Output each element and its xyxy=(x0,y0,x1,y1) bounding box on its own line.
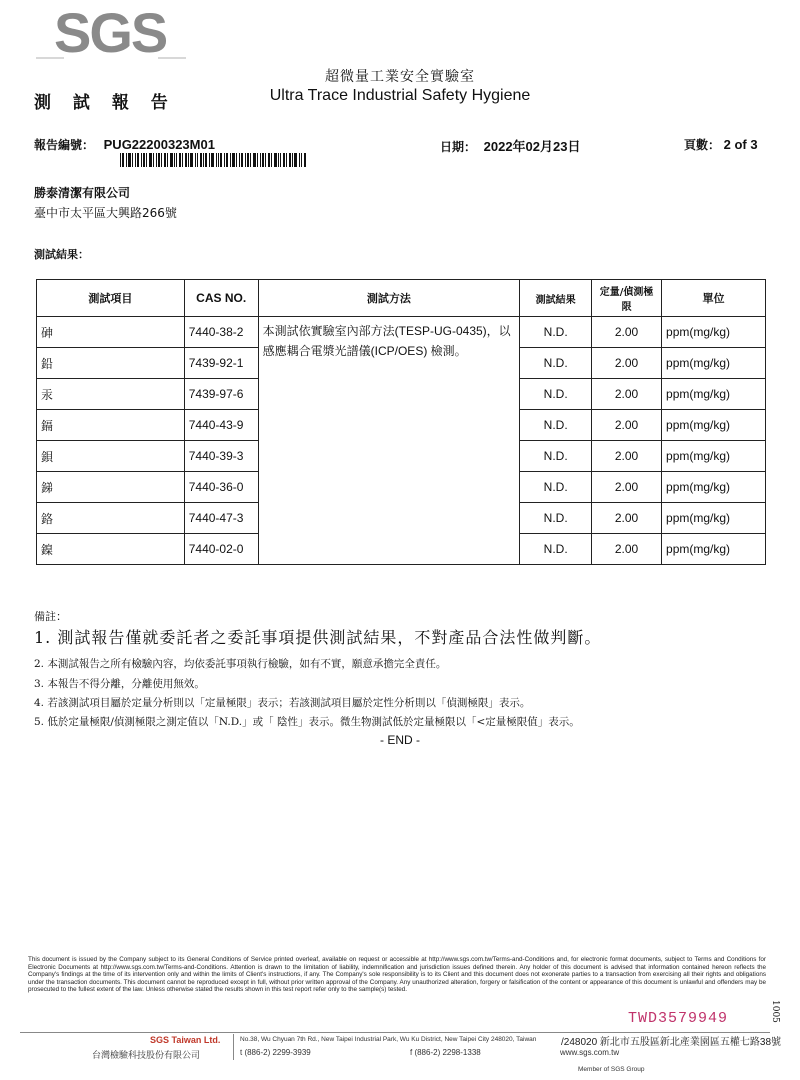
barcode-bar xyxy=(179,153,181,167)
cell-cas: 7439-92-1 xyxy=(184,348,258,379)
barcode-bar xyxy=(274,153,277,167)
barcode-bar xyxy=(265,153,266,167)
header-method: 測試方法 xyxy=(258,280,520,317)
cell-cas: 7439-97-6 xyxy=(184,379,258,410)
barcode-bar xyxy=(132,153,133,167)
barcode-bar xyxy=(224,153,225,167)
cell-result: N.D. xyxy=(520,348,592,379)
cell-cas: 7440-38-2 xyxy=(184,317,258,348)
company-fax: f (886-2) 2298-1338 xyxy=(410,1048,481,1057)
barcode-bar xyxy=(197,153,198,167)
note-4: 4. 若該測試項目屬於定量分析則以「定量極限」表示；若該測試項目屬於定性分析則以「偵測極限」表示。 xyxy=(34,697,531,709)
barcode-bar xyxy=(278,153,279,167)
end-marker: - END - xyxy=(380,733,420,747)
barcode-bar xyxy=(304,153,306,167)
barcode-bar xyxy=(161,153,162,167)
header-limit: 定量/偵測極限 xyxy=(592,280,662,317)
footer-separator xyxy=(233,1034,234,1060)
barcode-bar xyxy=(280,153,281,167)
barcode-bar xyxy=(174,153,175,167)
barcode-bar xyxy=(141,153,142,167)
barcode-bar xyxy=(226,153,228,167)
barcode-bar xyxy=(120,153,121,167)
report-no-label: 報告編號： xyxy=(34,138,95,152)
barcode-bar xyxy=(188,153,189,167)
barcode-bar xyxy=(283,153,285,167)
cell-limit: 2.00 xyxy=(592,317,662,348)
cell-unit: ppm(mg/kg) xyxy=(662,317,766,348)
note-5: 5. 低於定量極限/偵測極限之測定值以「N.D.」或「 陰性」表示。微生物測試低於定量極限以「<定量極限值」表示。 xyxy=(34,716,580,728)
barcode-bar xyxy=(200,153,202,167)
barcode-bar xyxy=(156,153,157,167)
barcode-bar xyxy=(257,153,258,167)
barcode-bar xyxy=(135,153,136,167)
barcode-bar xyxy=(247,153,249,167)
barcode-bar xyxy=(253,153,256,167)
company-website: www.sgs.com.tw xyxy=(560,1048,620,1057)
barcode-bar xyxy=(299,153,300,167)
cell-result: N.D. xyxy=(520,441,592,472)
barcode-bar xyxy=(271,153,272,167)
cell-cas: 7440-39-3 xyxy=(184,441,258,472)
barcode-bar xyxy=(220,153,222,167)
cell-result: N.D. xyxy=(520,534,592,565)
barcode-bar xyxy=(245,153,246,167)
header-item: 測試項目 xyxy=(37,280,185,317)
cell-limit: 2.00 xyxy=(592,441,662,472)
barcode-bar xyxy=(286,153,287,167)
cell-cas: 7440-36-0 xyxy=(184,472,258,503)
cell-method: 本測試依實驗室內部方法(TESP-UG-0435)，以感應耦合電漿光譜儀(ICP/OES) 檢測。 xyxy=(258,317,520,565)
cell-item: 鎘 xyxy=(37,410,185,441)
cell-item: 鉛 xyxy=(37,348,185,379)
barcode-bar xyxy=(158,153,160,167)
barcode-bar xyxy=(143,153,145,167)
company-name-cn: 台灣檢驗科技股份有限公司 xyxy=(92,1051,201,1061)
cell-cas: 7440-43-9 xyxy=(184,410,258,441)
barcode-bar xyxy=(205,153,207,167)
disclaimer-text: This document is issued by the Company subject to its General Conditions of Service printed overleaf, available on request or accessible at http://www.sgs.com.tw/Terms-and-Conditions and, for electronic format documents, subject to Terms and Conditions for Electronic Documents at http://www.sgs.com.tw/Terms-and-Conditions. Attention is drawn to the limitation of liability, indemnification and jurisdiction issues defined therein. Any holder of this document is advised that information contained hereon reflects the Company's findings at the time of its intervention only and within the limits of Client's instructions, if any. The Company's sole responsibility is to its Client and this document does not exonerate parties to a transaction from exercising all their rights and obligations under the transaction documents. This document cannot be reproduced except in full, without prior written approval of the Company. Any unauthorized alteration, forgery or falsification of the content or appearance of this document is unlawful and offenders may be prosecuted to the fullest extent of the law. Unless otherwise stated the results shown in this test report refer only to the sample(s) tested. xyxy=(28,956,766,994)
barcode-bar xyxy=(153,153,154,167)
header-result: 測試結果 xyxy=(520,280,592,317)
cell-limit: 2.00 xyxy=(592,503,662,534)
cell-limit: 2.00 xyxy=(592,534,662,565)
cell-item: 鉻 xyxy=(37,503,185,534)
barcode-bar xyxy=(170,153,173,167)
barcode-bar xyxy=(218,153,219,167)
date-value: 2022年02月23日 xyxy=(483,139,581,154)
barcode-bar xyxy=(122,153,124,167)
barcode-bar xyxy=(292,153,293,167)
barcode-bar xyxy=(149,153,152,167)
cell-result: N.D. xyxy=(520,379,592,410)
header-cas: CAS NO. xyxy=(184,280,258,317)
cell-limit: 2.00 xyxy=(592,379,662,410)
lab-name-cn: 超微量工業安全實驗室 xyxy=(325,69,475,85)
note-1: 1. 測試報告僅就委託者之委託事項提供測試結果，不對產品合法性做判斷。 xyxy=(34,628,602,647)
barcode-bar xyxy=(294,153,297,167)
cell-unit: ppm(mg/kg) xyxy=(662,534,766,565)
client-name: 勝泰清潔有限公司 xyxy=(34,186,131,200)
barcode-image xyxy=(120,153,306,167)
cell-limit: 2.00 xyxy=(592,472,662,503)
sgs-logo xyxy=(36,0,186,62)
cell-item: 鋇 xyxy=(37,441,185,472)
date-label: 日期： xyxy=(440,140,477,154)
barcode-bar xyxy=(268,153,270,167)
notes-label: 備註： xyxy=(34,610,67,623)
page-count xyxy=(684,136,758,153)
cell-result: N.D. xyxy=(520,317,592,348)
barcode-bar xyxy=(250,153,251,167)
serial-number: TWD3579949 xyxy=(628,1010,729,1027)
header-unit: 單位 xyxy=(662,280,766,317)
barcode-bar xyxy=(176,153,177,167)
svg-text:SGS: SGS xyxy=(54,1,167,62)
barcode-bar xyxy=(164,153,166,167)
company-name-en: SGS Taiwan Ltd. xyxy=(150,1035,221,1045)
page-label: 頁數： xyxy=(684,138,721,152)
barcode-bar xyxy=(203,153,204,167)
table-header-row xyxy=(37,280,766,317)
note-2: 2. 本測試報告之所有檢驗內容，均依委託事項執行檢驗，如有不實，願意承擔完全責任。 xyxy=(34,658,447,670)
report-number xyxy=(34,136,215,153)
cell-item: 砷 xyxy=(37,317,185,348)
cell-cas: 7440-47-3 xyxy=(184,503,258,534)
company-address-cn: /248020 新北市五股區新北產業園區五權七路38號 xyxy=(561,1037,782,1048)
barcode-bar xyxy=(190,153,193,167)
results-table xyxy=(36,279,766,565)
report-no-value: PUG22200323M01 xyxy=(103,137,215,152)
cell-unit: ppm(mg/kg) xyxy=(662,472,766,503)
barcode-bar xyxy=(262,153,264,167)
cell-result: N.D. xyxy=(520,503,592,534)
results-label: 測試結果： xyxy=(34,248,89,261)
member-text: Member of SGS Group xyxy=(578,1066,645,1073)
barcode-bar xyxy=(167,153,168,167)
side-code: 1005 xyxy=(770,1000,780,1023)
barcode-bar xyxy=(185,153,187,167)
barcode-bar xyxy=(195,153,196,167)
cell-limit: 2.00 xyxy=(592,410,662,441)
page-value: 2 of 3 xyxy=(723,137,758,152)
cell-item: 汞 xyxy=(37,379,185,410)
barcode-bar xyxy=(289,153,291,167)
note-3: 3. 本報告不得分離，分離使用無效。 xyxy=(34,678,205,690)
barcode-bar xyxy=(216,153,217,167)
cell-unit: ppm(mg/kg) xyxy=(662,410,766,441)
cell-unit: ppm(mg/kg) xyxy=(662,503,766,534)
cell-result: N.D. xyxy=(520,410,592,441)
barcode-bar xyxy=(182,153,183,167)
cell-unit: ppm(mg/kg) xyxy=(662,348,766,379)
barcode-bar xyxy=(241,153,243,167)
report-title: 測 試 報 告 xyxy=(34,93,176,113)
barcode-bar xyxy=(301,153,302,167)
cell-unit: ppm(mg/kg) xyxy=(662,441,766,472)
company-address-en: No.38, Wu Chyuan 7th Rd., New Taipei Industrial Park, Wu Ku District, New Taipei City 248020, Taiwan xyxy=(240,1036,537,1043)
cell-item: 銻 xyxy=(37,472,185,503)
client-address: 臺中市太平區大興路266號 xyxy=(34,206,177,220)
barcode-bar xyxy=(232,153,235,167)
report-date xyxy=(440,136,580,155)
barcode-bar xyxy=(211,153,214,167)
barcode-bar xyxy=(236,153,237,167)
barcode-bar xyxy=(126,153,127,167)
barcode-bar xyxy=(239,153,240,167)
barcode-bar xyxy=(230,153,231,167)
barcode-bar xyxy=(128,153,131,167)
cell-item: 鎳 xyxy=(37,534,185,565)
barcode-bar xyxy=(137,153,139,167)
barcode-bar xyxy=(146,153,147,167)
cell-limit: 2.00 xyxy=(592,348,662,379)
lab-name-en: Ultra Trace Industrial Safety Hygiene xyxy=(269,87,531,104)
cell-result: N.D. xyxy=(520,472,592,503)
cell-unit: ppm(mg/kg) xyxy=(662,379,766,410)
table-row xyxy=(37,317,766,348)
barcode-bar xyxy=(209,153,210,167)
cell-cas: 7440-02-0 xyxy=(184,534,258,565)
company-tel: t (886-2) 2299-3939 xyxy=(240,1048,311,1057)
barcode-bar xyxy=(260,153,261,167)
